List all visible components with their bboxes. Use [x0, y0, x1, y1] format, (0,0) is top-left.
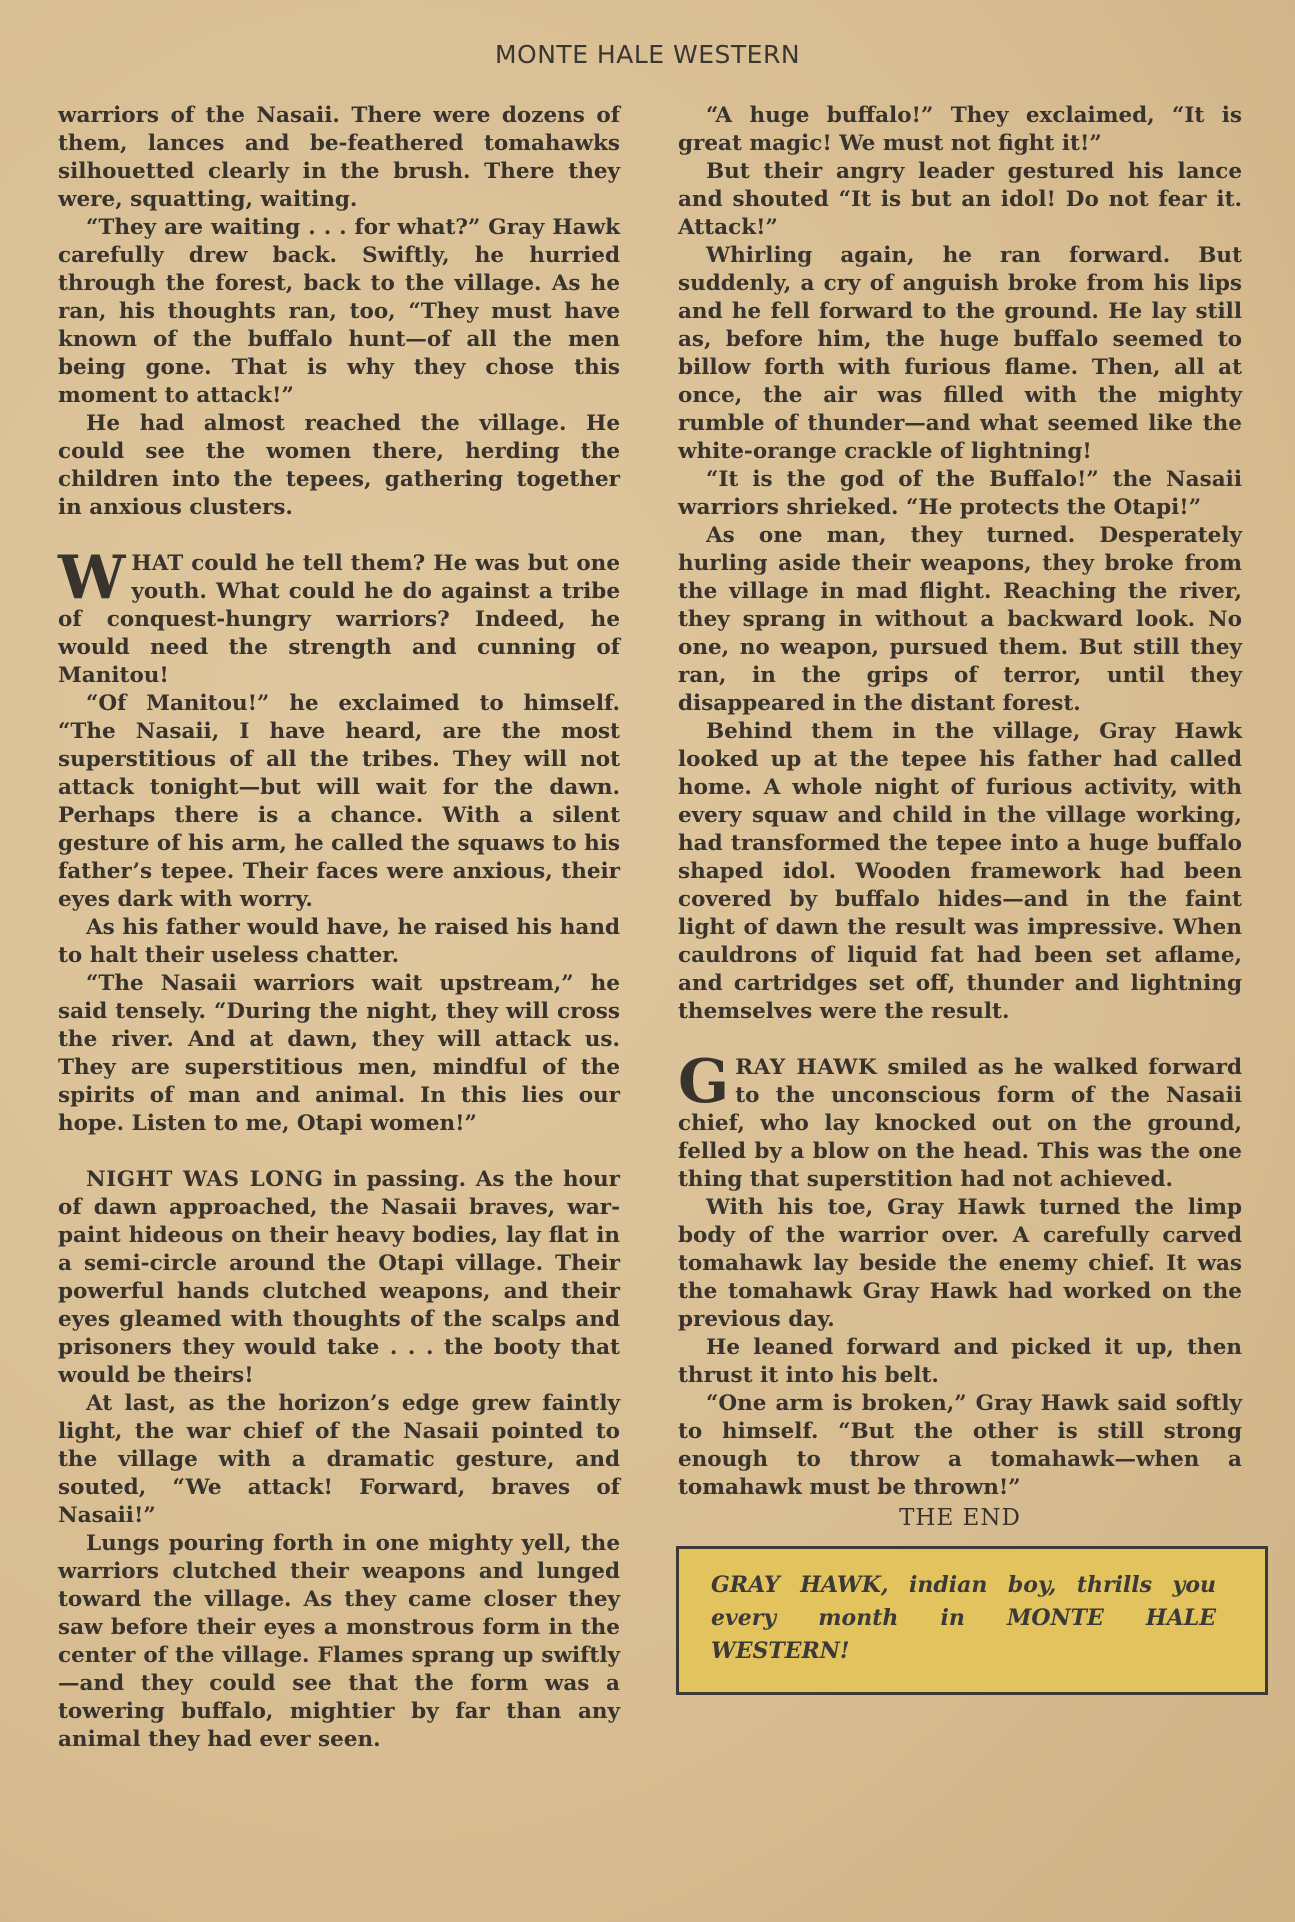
promo-text: GRAY HAWK, indian boy, thrills you every month in MONTE HALE WESTERN! [711, 1572, 1216, 1664]
paragraph: With his toe, Gray Hawk turned the limp body of the warrior over. A carefully carved tomahawk lay beside the enemy chief. It was the tomahawk Gray Hawk had worked on the previous day. [678, 1195, 1242, 1332]
paragraph-text: HAT could he tell them? He was but one youth. What could he do against a tribe of conquest-hungry warriors? Indeed, he would need the strength and cunning of Manitou! [58, 551, 620, 688]
paragraph: Lungs pouring forth in one mighty yell, the warriors clutched their weapons and lunged toward the village. As they came closer they saw before their eyes a monstrous form in the center of the village. Flames sprang up swiftly—and they could see that the form was a towering buffalo, mightier by far than any animal they had ever seen. [58, 1531, 620, 1752]
the-end: THE END [899, 1505, 1021, 1531]
paragraph-text: in passing. As the hour of dawn approached, the Nasaii braves, war-paint hideous on their heavy bodies, lay flat in a semi-circle around the Otapi village. Their powerful hands clutched weapons, and their eyes gleamed with thoughts of the scalps and prisoners they would take . . . the booty that would be theirs! [58, 1167, 620, 1388]
paragraph: “It is the god of the Buffalo!” the Nasaii warriors shrieked. “He protects the Otapi!” [678, 467, 1242, 520]
paragraph: As his father would have, he raised his hand to halt their useless chatter. [58, 915, 620, 968]
section-paragraph [58, 1166, 620, 1390]
paragraph: He had almost reached the village. He could see the women there, herding the children into the tepees, gathering together in anxious clusters. [58, 411, 620, 520]
paragraph: Whirling again, he ran forward. But suddenly, a cry of anguish broke from his lips and he fell forward to the ground. He lay still as, before him, the huge buffalo seemed to billow forth with furious flame. Then, all at once, the air was filled with the mighty rumble of thunder—and what seemed like the white-orange crackle of lightning! [678, 243, 1242, 464]
paragraph: As one man, they turned. Desperately hurling aside their weapons, they broke from the village in mad flight. Reaching the river, they sprang in without a backward look. No one, no weapon, pursued them. But still they ran, in the grips of terror, until they disappeared in the distant forest. [678, 523, 1242, 716]
page-header: MONTE HALE WESTERN [494, 40, 801, 69]
paragraph: He leaned forward and picked it up, then thrust it into his belt. [678, 1335, 1242, 1388]
drop-cap: G [678, 1047, 730, 1117]
paragraph-text: smiled as he walked forward to the unconscious form of the Nasaii chief, who lay knocked out on the ground, felled by a blow on the head. This was the one thing that superstition had not achieved. [678, 1055, 1242, 1192]
paragraph: But their angry leader gestured his lance and shouted “It is but an idol! Do not fear it. Attack!” [678, 159, 1242, 240]
drop-cap: W [58, 543, 126, 613]
section-paragraph [678, 1047, 1242, 1194]
paragraph: At last, as the horizon’s edge grew faintly light, the war chief of the Nasaii pointed to the village with a dramatic gesture, and souted, “We attack! Forward, braves of Nasaii!” [58, 1391, 620, 1528]
paragraph: “A huge buffalo!” They exclaimed, “It is great magic! We must not fight it!” [678, 103, 1242, 156]
paragraph: “One arm is broken,” Gray Hawk said softly to himself. “But the other is still strong enough to throw a tomahawk—when a tomahawk must be thrown!” [678, 1391, 1242, 1500]
section-paragraph [58, 543, 620, 690]
paragraph: “They are waiting . . . for what?” Gray Hawk carefully drew back. Swiftly, he hurried through the forest, back to the village. As he ran, his thoughts ran, too, “They must have known of the buffalo hunt—of all the men being gone. That is why they chose this moment to attack!” [58, 215, 620, 408]
lead-in: RAY HAWK [735, 1055, 878, 1080]
lead-in: NIGHT WAS LONG [86, 1167, 324, 1192]
paragraph: “The Nasaii warriors wait upstream,” he said tensely. “During the night, they will cross the river. And at dawn, they will attack us. They are superstitious men, mindful of the spirits of man and animal. In this lies our hope. Listen to me, Otapi women!” [58, 971, 620, 1136]
promo-box [676, 1546, 1268, 1695]
paragraph: Behind them in the village, Gray Hawk looked up at the tepee his father had called home. A whole night of furious activity, with every squaw and child in the village working, had transformed the tepee into a huge buffalo shaped idol. Wooden framework had been covered by buffalo hides—and in the faint light of dawn the result was impressive. When cauldrons of liquid fat had been set aflame, and cartridges set off, thunder and lightning themselves were the result. [678, 719, 1242, 1024]
paragraph: “Of Manitou!” he exclaimed to himself. “The Nasaii, I have heard, are the most superstitious of all the tribes. They will not attack tonight—but will wait for the dawn. Perhaps there is a chance. With a silent gesture of his arm, he called the squaws to his father’s tepee. Their faces were anxious, their eyes dark with worry. [58, 691, 620, 912]
left-column [58, 102, 620, 1754]
paragraph: warriors of the Nasaii. There were dozens of them, lances and be-feathered tomahawks silhouetted clearly in the brush. There they were, squatting, waiting. [58, 103, 620, 212]
right-column [678, 102, 1242, 1695]
